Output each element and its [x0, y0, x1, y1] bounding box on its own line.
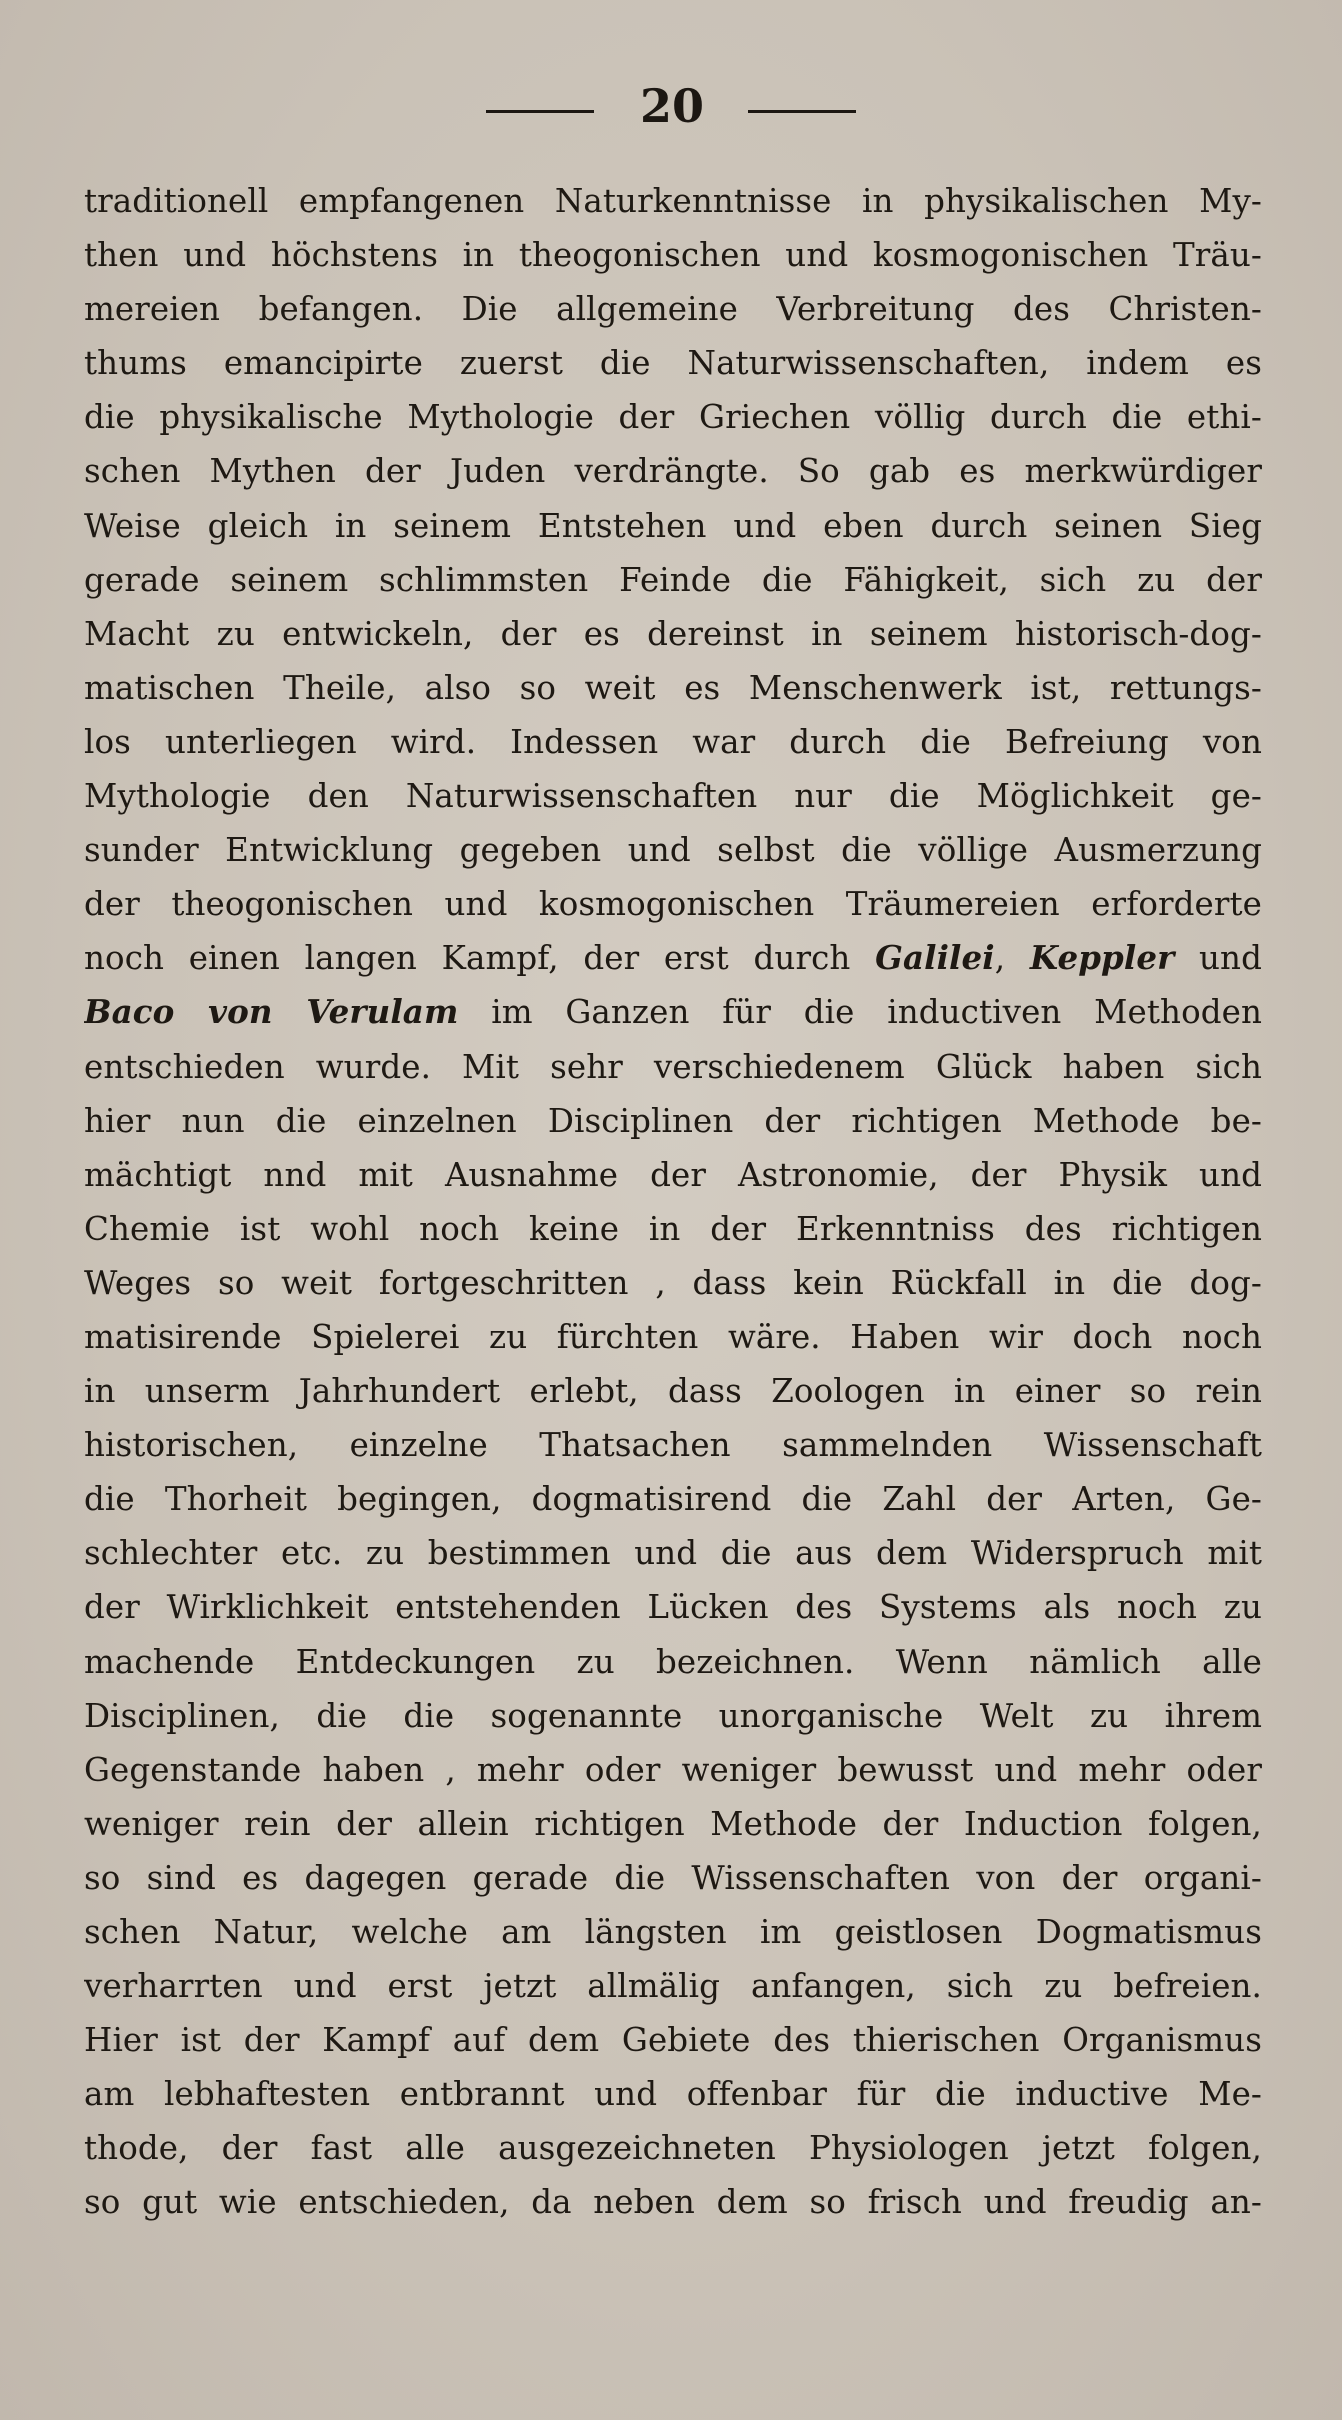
- text-line: [84, 769, 1262, 823]
- page-header: [0, 78, 1342, 138]
- text-line: [84, 1472, 1262, 1526]
- text-segment: thode, der fast alle ausgezeichneten Physiologen jetzt folgen,: [84, 2129, 1262, 2168]
- text-line: [84, 1418, 1262, 1472]
- text-line: [84, 1256, 1262, 1310]
- text-line: [84, 282, 1262, 336]
- page-number: 20: [639, 79, 704, 133]
- text-segment: schen Natur, welche am längsten im geistlosen Dogmatismus: [84, 1913, 1262, 1951]
- text-line: [84, 390, 1262, 444]
- text-segment: gerade seinem schlimmsten Feinde die Fähigkeit, sich zu der: [84, 560, 1262, 599]
- text-line: [84, 1580, 1262, 1634]
- text-line: [84, 1040, 1262, 1094]
- text-line: [84, 499, 1262, 553]
- text-segment: Gegenstande haben , mehr oder weniger bewusst und mehr oder: [84, 1750, 1262, 1789]
- text-line: [84, 985, 1262, 1039]
- text-line: [84, 1797, 1262, 1851]
- text-segment: matisirende Spielerei zu fürchten wäre. Haben wir doch noch: [84, 1317, 1262, 1356]
- text-line: [84, 1959, 1262, 2013]
- text-line: [84, 2175, 1262, 2229]
- text-line: [84, 607, 1262, 661]
- text-segment: weniger rein der allein richtigen Methode der Induction folgen,: [84, 1804, 1262, 1843]
- text-segment: ,: [994, 939, 1030, 978]
- text-line: [84, 1094, 1262, 1148]
- emphasized-name: Keppler: [1029, 938, 1175, 978]
- text-segment: am lebhaftesten entbrannt und offenbar für die inductive Me-: [84, 2075, 1262, 2114]
- text-segment: thums emancipirte zuerst die Naturwissenschaften, indem es: [84, 344, 1262, 383]
- text-segment: machende Entdeckungen zu bezeichnen. Wenn nämlich alle: [84, 1642, 1262, 1681]
- text-segment: schlechter etc. zu bestimmen und die aus dem Widerspruch mit: [84, 1534, 1262, 1573]
- text-segment: so sind es dagegen gerade die Wissenschaften von der organi-: [84, 1858, 1262, 1897]
- text-line: [84, 444, 1262, 498]
- text-segment: los unterliegen wird. Indessen war durch die Befreiung von: [84, 722, 1262, 761]
- text-segment: der Wirklichkeit entstehenden Lücken des Systems als noch zu: [84, 1588, 1262, 1627]
- text-line: [84, 336, 1262, 390]
- text-segment: traditionell empfangenen Naturkenntnisse in physikalischen My-: [84, 182, 1262, 220]
- text-segment: historischen, einzelne Thatsachen sammelnden Wissenschaft: [84, 1426, 1262, 1465]
- text-segment: hier nun die einzelnen Disciplinen der richtigen Methode be-: [84, 1101, 1262, 1140]
- text-segment: die physikalische Mythologie der Griechen völlig durch die ethi-: [84, 398, 1262, 437]
- text-segment: der theogonischen und kosmogonischen Träumereien erforderte: [84, 885, 1262, 924]
- text-segment: und: [1174, 939, 1262, 978]
- text-segment: entschieden wurde. Mit sehr verschiedenem Glück haben sich: [84, 1047, 1262, 1086]
- text-segment: Hier ist der Kampf auf dem Gebiete des thierischen Organismus: [84, 2021, 1262, 2060]
- text-line: [84, 931, 1262, 985]
- text-segment: Weise gleich in seinem Entstehen und eben durch seinen Sieg: [84, 506, 1262, 545]
- text-line: [84, 553, 1262, 607]
- text-line: [84, 1905, 1262, 1959]
- text-line: [84, 2121, 1262, 2175]
- text-segment: im Ganzen für die inductiven Methoden: [458, 993, 1262, 1032]
- text-line: [84, 1689, 1262, 1743]
- text-line: [84, 823, 1262, 877]
- emphasized-name: Baco von Verulam: [84, 992, 459, 1032]
- text-segment: verharrten und erst jetzt allmälig anfangen, sich zu befreien.: [84, 1967, 1262, 2006]
- text-line: [84, 1148, 1262, 1202]
- text-line: [84, 1851, 1262, 1905]
- text-segment: mächtigt nnd mit Ausnahme der Astronomie, der Physik und: [84, 1155, 1262, 1194]
- text-line: [84, 1202, 1262, 1256]
- text-line: [84, 174, 1262, 228]
- text-segment: Weges so weit fortgeschritten , dass kein Rückfall in die dog-: [84, 1263, 1262, 1302]
- text-segment: schen Mythen der Juden verdrängte. So gab es merkwürdiger: [84, 452, 1262, 491]
- text-line: [84, 2067, 1262, 2121]
- text-segment: sunder Entwicklung gegeben und selbst die völlige Ausmerzung: [84, 831, 1262, 870]
- text-segment: Chemie ist wohl noch keine in der Erkenntniss des richtigen: [84, 1209, 1262, 1248]
- text-segment: then und höchstens in theogonischen und kosmogonischen Träu-: [84, 236, 1262, 275]
- text-line: [84, 661, 1262, 715]
- emphasized-name: Galilei: [875, 938, 995, 978]
- text-segment: die Thorheit begingen, dogmatisirend die Zahl der Arten, Ge-: [84, 1480, 1262, 1519]
- text-segment: in unserm Jahrhundert erlebt, dass Zoologen in einer so rein: [84, 1372, 1262, 1411]
- text-segment: noch einen langen Kampf, der erst durch: [84, 939, 876, 978]
- text-line: [84, 1310, 1262, 1364]
- text-line: [84, 2013, 1262, 2067]
- text-segment: matischen Theile, also so weit es Menschenwerk ist, rettungs-: [84, 668, 1262, 707]
- body-text: [84, 174, 1262, 2230]
- text-line: [84, 1743, 1262, 1797]
- header-rule-left: [486, 110, 594, 113]
- text-segment: so gut wie entschieden, da neben dem so frisch und freudig an-: [84, 2183, 1262, 2222]
- text-segment: Mythologie den Naturwissenschaften nur die Möglichkeit ge-: [84, 777, 1262, 816]
- text-segment: Disciplinen, die die sogenannte unorganische Welt zu ihrem: [84, 1696, 1262, 1735]
- text-line: [84, 1364, 1262, 1418]
- text-line: [84, 228, 1262, 282]
- text-segment: mereien befangen. Die allgemeine Verbreitung des Christen-: [84, 290, 1262, 329]
- text-line: [84, 1635, 1262, 1689]
- text-segment: Macht zu entwickeln, der es dereinst in seinem historisch-dog-: [84, 614, 1262, 653]
- header-rule-right: [748, 110, 856, 113]
- text-line: [84, 715, 1262, 769]
- text-line: [84, 877, 1262, 931]
- text-line: [84, 1526, 1262, 1580]
